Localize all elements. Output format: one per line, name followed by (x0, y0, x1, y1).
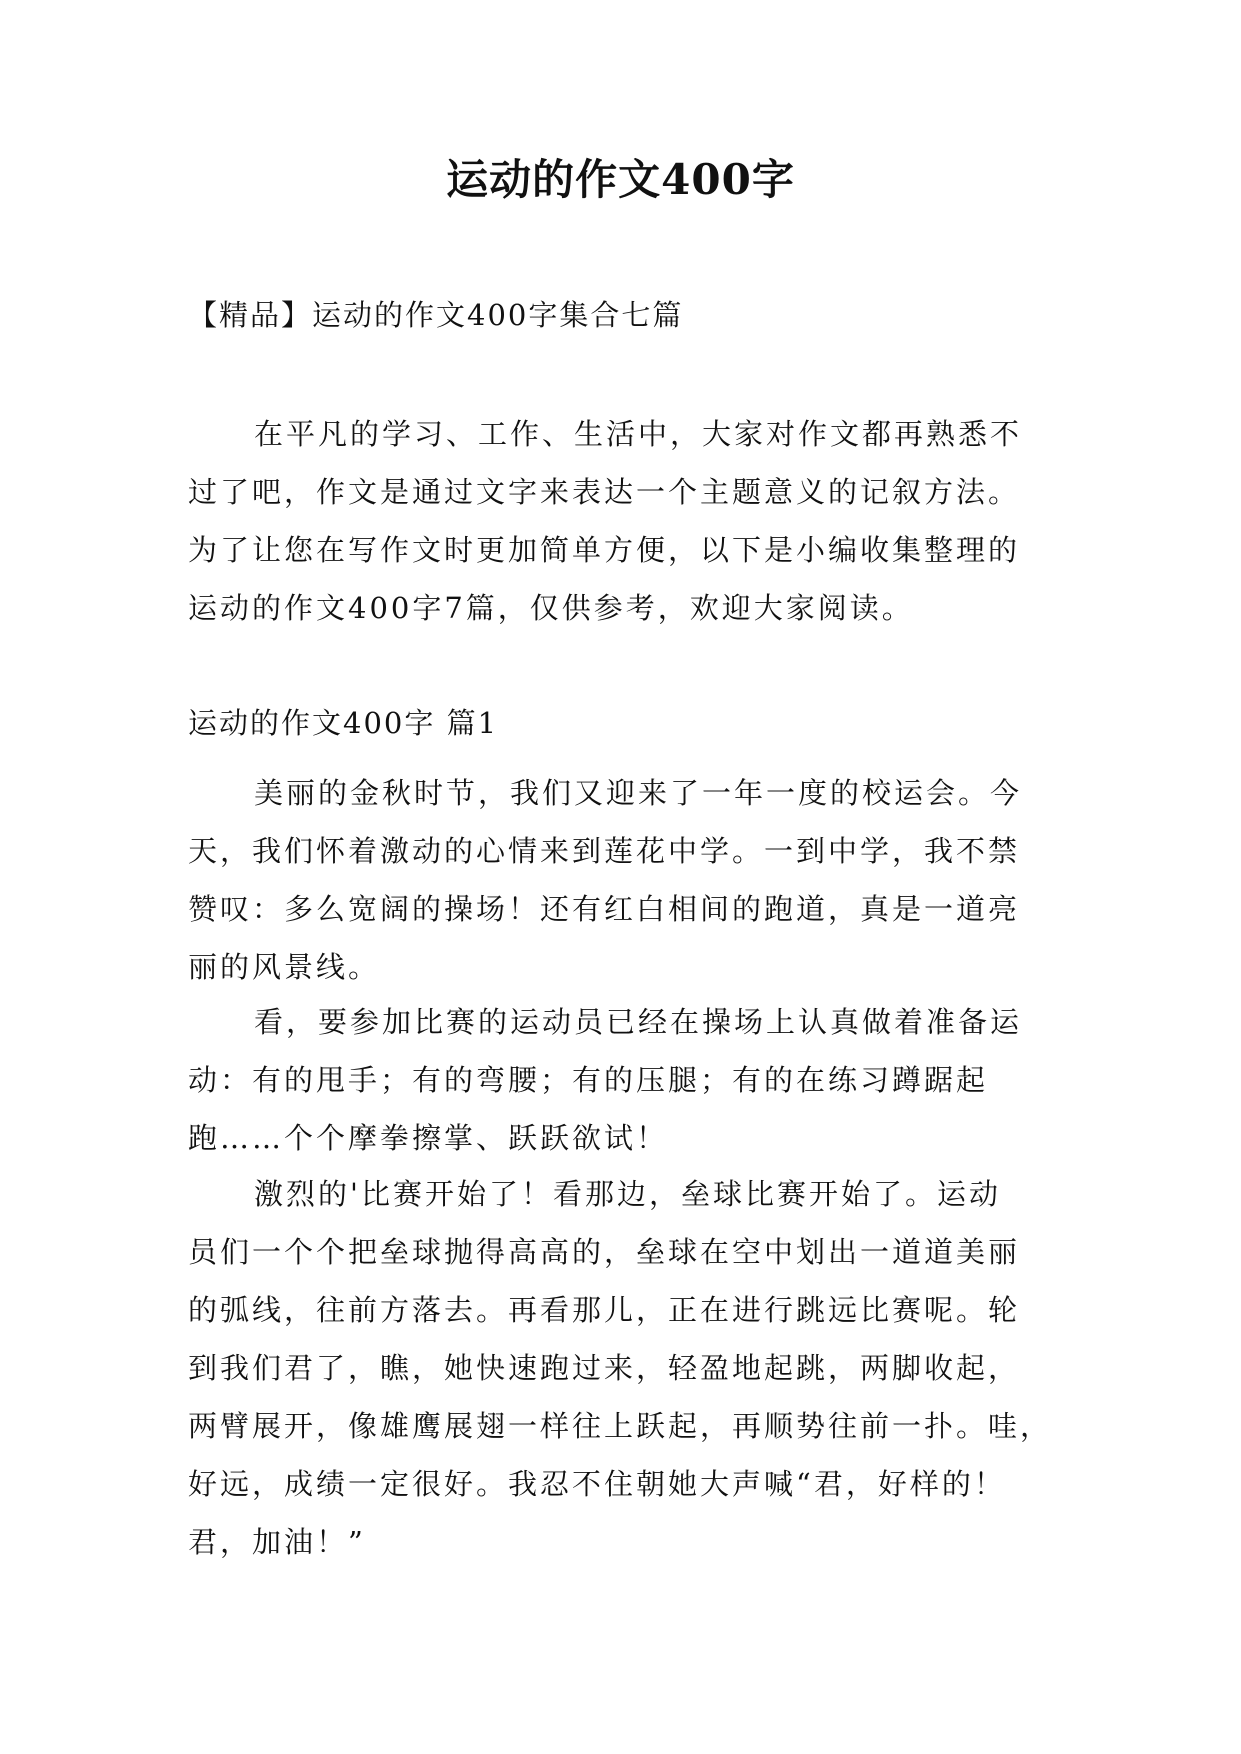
paragraph-line: 好远，成绩一定很好。我忍不住朝她大声喊“君，好样的！ (188, 1467, 1006, 1501)
paragraph-line: 到我们君了，瞧，她快速跑过来，轻盈地起跳，两脚收起， (188, 1351, 1021, 1385)
paragraph-line: 看，要参加比赛的运动员已经在操场上认真做着准备运 (254, 1005, 1023, 1039)
paragraph-line: 君，加油！” (188, 1525, 366, 1559)
paragraph-3 (188, 1165, 1068, 1571)
paragraph-line: 在平凡的学习、工作、生活中，大家对作文都再熟悉不 (254, 417, 1023, 451)
document-subtitle: 【精品】运动的作文400字集合七篇 (188, 298, 684, 332)
paragraph-line: 运动的作文400字7篇，仅供参考，欢迎大家阅读。 (188, 591, 914, 625)
paragraph-line: 过了吧，作文是通过文字来表达一个主题意义的记叙方法。 (188, 475, 1021, 509)
paragraph-2 (188, 993, 1068, 1167)
paragraph-line: 天，我们怀着激动的心情来到莲花中学。一到中学，我不禁 (188, 834, 1021, 868)
paragraph-1 (188, 764, 1068, 996)
paragraph-line: 的弧线，往前方落去。再看那儿，正在进行跳远比赛呢。轮 (188, 1293, 1021, 1327)
paragraph-line: 为了让您在写作文时更加简单方便，以下是小编收集整理的 (188, 533, 1021, 567)
document-title: 运动的作文400字 (446, 155, 795, 204)
paragraph-line: 动：有的甩手；有的弯腰；有的压腿；有的在练习蹲踞起 (188, 1063, 989, 1097)
paragraph-line: 丽的风景线。 (188, 950, 381, 984)
section-heading: 运动的作文400字 篇1 (188, 706, 499, 740)
paragraph-line: 激烈的'比赛开始了！看那边，垒球比赛开始了。运动 (254, 1177, 1001, 1211)
paragraph-line: 员们一个个把垒球抛得高高的，垒球在空中划出一道道美丽 (188, 1235, 1021, 1269)
paragraph-line: 跑……个个摩拳擦掌、跃跃欲试！ (188, 1121, 669, 1155)
paragraph-line: 赞叹：多么宽阔的操场！还有红白相间的跑道，真是一道亮 (188, 892, 1021, 926)
paragraph-line: 美丽的金秋时节，我们又迎来了一年一度的校运会。今 (254, 776, 1023, 810)
intro-paragraph (188, 405, 1068, 637)
paragraph-line: 两臂展开，像雄鹰展翅一样往上跃起，再顺势往前一扑。哇， (188, 1409, 1053, 1443)
